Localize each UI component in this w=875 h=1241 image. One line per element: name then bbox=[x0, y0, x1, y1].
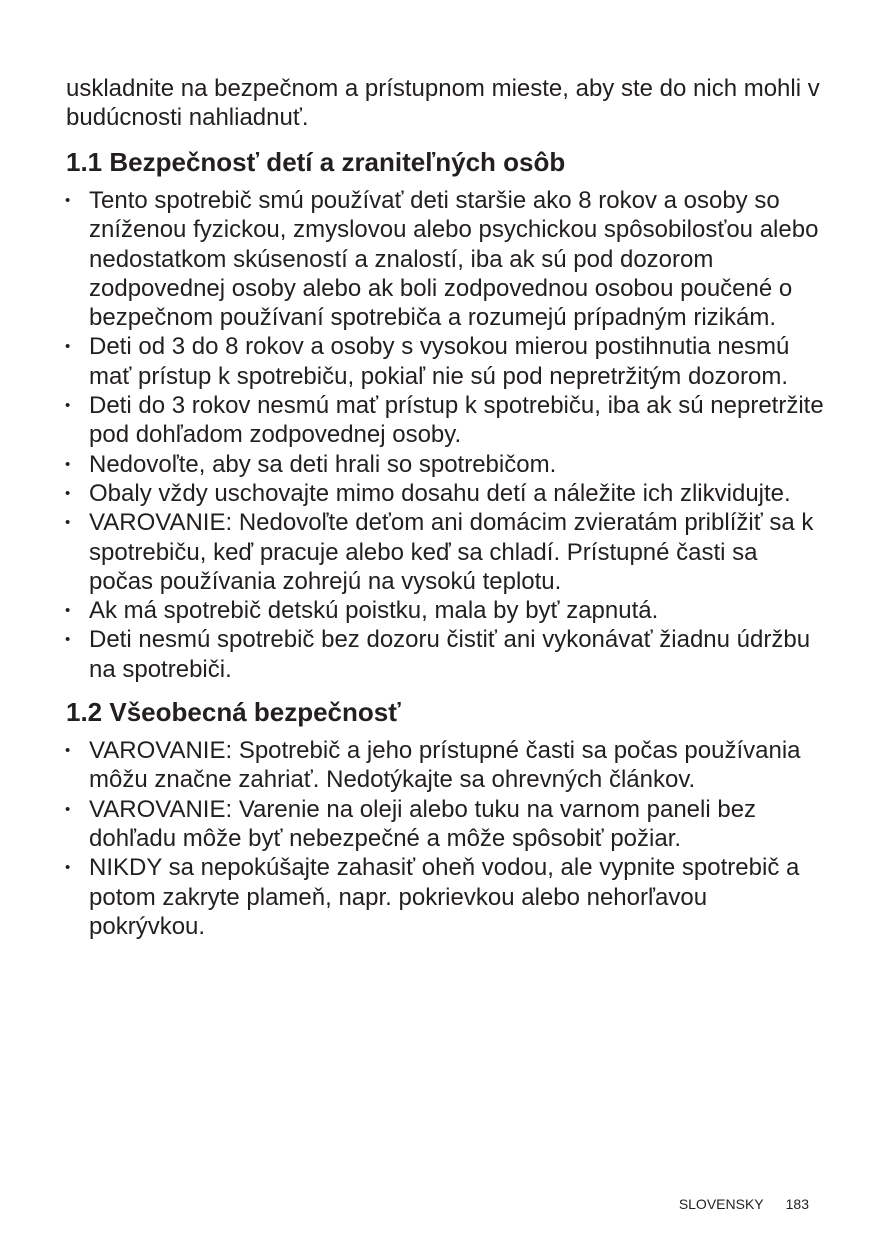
intro-paragraph: uskladnite na bezpečnom a prístupnom mieste, aby ste do nich mohli v budúcnosti nahliadnuť. bbox=[66, 75, 820, 131]
list-item-text: VAROVANIE: Nedovoľte deťom ani domácim zvieratám priblížiť sa k spotrebiču, keď pracuje alebo keď sa chladí. Prístupné časti sa počas používania zohrejú na vysokú teplotu. bbox=[89, 509, 814, 595]
section-2-list bbox=[66, 736, 826, 941]
page-number: 183 bbox=[785, 1196, 809, 1212]
bullet-icon: • bbox=[65, 859, 71, 877]
list-item-text: Tento spotrebič smú používať deti staršie ako 8 rokov a osoby so zníženou fyzickou, zmyslovou alebo psychickou spôsobilosťou alebo nedostatkom skúseností a znalostí, iba ak sú pod dozorom zodpovednej osoby alebo ak boli zodpovednou osobou poučené o bezpečnom používaní spotrebiča a rozumejú prípadným rizikám. bbox=[89, 187, 819, 332]
list-item-text: Deti do 3 rokov nesmú mať prístup k spotrebiču, iba ak sú nepretržite pod dohľadom zodpovednej osoby. bbox=[89, 392, 824, 449]
list-item-text: VAROVANIE: Varenie na oleji alebo tuku na varnom paneli bez dohľadu môže byť nebezpečné a môže spôsobiť požiar. bbox=[89, 795, 757, 852]
bullet-icon: • bbox=[65, 631, 71, 649]
bullet-icon: • bbox=[65, 338, 71, 356]
list-item bbox=[66, 853, 826, 941]
footer-language: SLOVENSKY bbox=[678, 1196, 764, 1212]
list-item bbox=[66, 391, 826, 450]
section-2-heading: 1.2 Všeobecná bezpečnosť bbox=[66, 697, 401, 728]
list-item bbox=[66, 596, 826, 625]
section-1-heading: 1.1 Bezpečnosť detí a zraniteľných osôb bbox=[66, 147, 566, 177]
list-item-text: Nedovoľte, aby sa deti hrali so spotrebičom. bbox=[89, 450, 557, 478]
list-item bbox=[66, 736, 826, 795]
list-item-text: Deti nesmú spotrebič bez dozoru čistiť ani vykonávať žiadnu údržbu na spotrebiči. bbox=[89, 626, 811, 683]
bullet-icon: • bbox=[65, 484, 71, 502]
bullet-icon: • bbox=[65, 742, 71, 760]
list-item-text: Obaly vždy uschovajte mimo dosahu detí a náležite ich zlikvidujte. bbox=[89, 479, 791, 507]
document-page bbox=[66, 74, 826, 941]
list-item-text: Deti od 3 do 8 rokov a osoby s vysokou mierou postihnutia nesmú mať prístup k spotrebiču, pokiaľ nie sú pod nepretržitým dozorom. bbox=[89, 333, 790, 390]
bullet-icon: • bbox=[65, 514, 71, 532]
bullet-icon: • bbox=[65, 455, 71, 473]
bullet-icon: • bbox=[65, 192, 71, 209]
list-item bbox=[66, 450, 826, 479]
list-item-text: Ak má spotrebič detskú poistku, mala by byť zapnutá. bbox=[89, 597, 659, 625]
list-item-text: NIKDY sa nepokúšajte zahasiť oheň vodou, ale vypnite spotrebič a potom zakryte plameň, napr. pokrievkou alebo nehorľavou pokrývkou. bbox=[89, 854, 800, 940]
bullet-icon: • bbox=[65, 800, 71, 818]
list-item bbox=[66, 186, 826, 332]
section-1-list bbox=[66, 186, 826, 684]
list-item bbox=[66, 479, 826, 508]
page-footer bbox=[0, 1196, 809, 1212]
list-item bbox=[66, 795, 826, 854]
list-item bbox=[66, 625, 826, 684]
list-item-text: VAROVANIE: Spotrebič a jeho prístupné časti sa počas používania môžu značne zahriať. Nedotýkajte sa ohrevných článkov. bbox=[89, 737, 801, 794]
list-item bbox=[66, 508, 826, 596]
bullet-icon: • bbox=[65, 397, 71, 415]
list-item bbox=[66, 332, 826, 391]
bullet-icon: • bbox=[65, 602, 71, 620]
